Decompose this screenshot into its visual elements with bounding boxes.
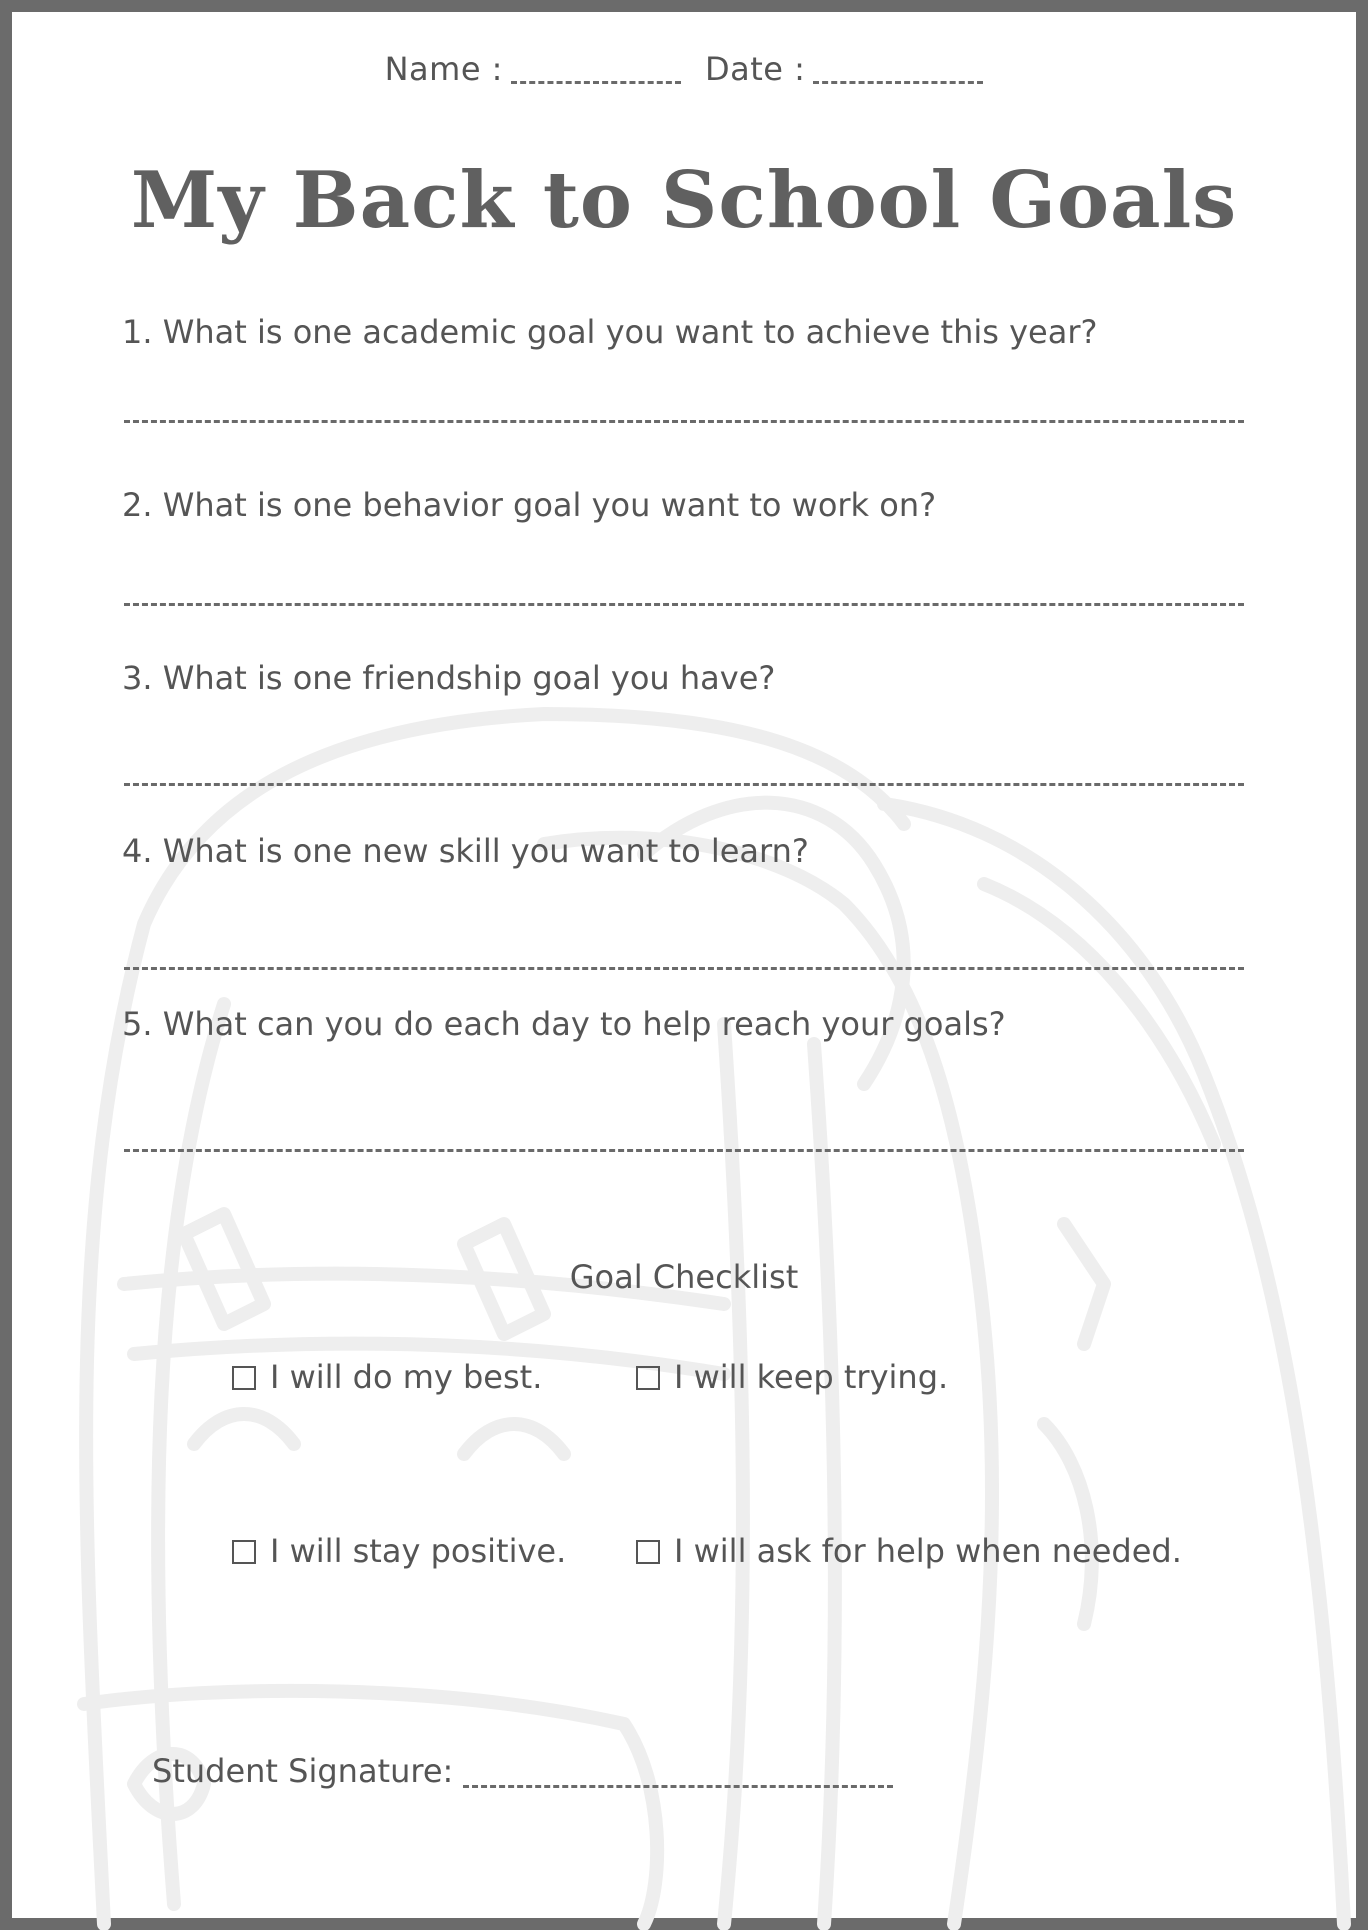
date-label: Date : (704, 50, 806, 88)
signature-row (152, 1752, 893, 1790)
checklist-item-label: I will stay positive. (270, 1532, 567, 1570)
answer-line-3[interactable] (124, 783, 1244, 786)
checklist-item-keep-trying[interactable] (636, 1358, 948, 1396)
name-blank[interactable] (511, 81, 681, 84)
checklist-item-do-best[interactable] (232, 1358, 542, 1396)
checkbox[interactable] (232, 1540, 256, 1564)
checklist-item-ask-help[interactable] (636, 1532, 1182, 1570)
question-3: 3. What is one friendship goal you have? (122, 659, 776, 697)
answer-line-2[interactable] (124, 603, 1244, 606)
question-1: 1. What is one academic goal you want to achieve this year? (122, 313, 1098, 351)
page-title: My Back to School Goals (130, 155, 1238, 246)
checkbox[interactable] (636, 1366, 660, 1390)
checklist-title: Goal Checklist (569, 1258, 799, 1296)
checklist-item-label: I will keep trying. (674, 1358, 949, 1396)
checkbox[interactable] (232, 1366, 256, 1390)
header-fields (0, 50, 1368, 88)
date-blank[interactable] (813, 81, 983, 84)
name-label: Name : (384, 50, 503, 88)
answer-line-1[interactable] (124, 420, 1244, 423)
checklist-item-label: I will ask for help when needed. (674, 1532, 1182, 1570)
checklist-item-label: I will do my best. (270, 1358, 543, 1396)
question-4: 4. What is one new skill you want to learn? (122, 832, 809, 870)
signature-label: Student Signature: (152, 1752, 454, 1790)
checklist-item-stay-positive[interactable] (232, 1532, 566, 1570)
signature-line[interactable] (463, 1785, 893, 1788)
answer-line-4[interactable] (124, 967, 1244, 970)
question-2: 2. What is one behavior goal you want to work on? (122, 486, 937, 524)
answer-line-5[interactable] (124, 1149, 1244, 1152)
checkbox[interactable] (636, 1540, 660, 1564)
question-5: 5. What can you do each day to help reach your goals? (122, 1005, 1006, 1043)
